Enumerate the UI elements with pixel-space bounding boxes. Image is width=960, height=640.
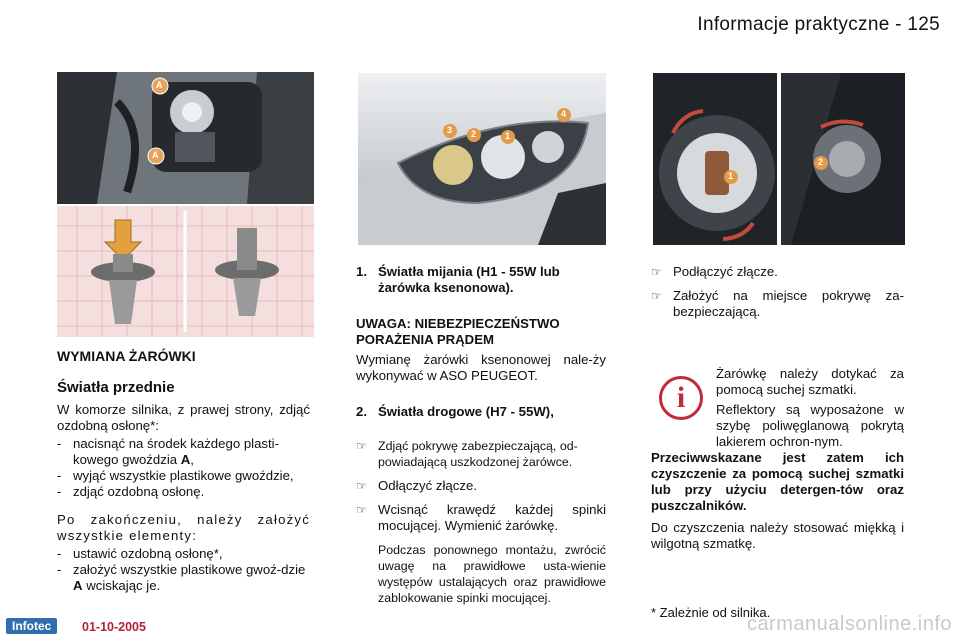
rear-cover-illustration [653, 73, 777, 245]
info-text-block-2 [651, 402, 904, 552]
pointing-hand-icon: ☞ [356, 439, 367, 453]
list-item [57, 436, 310, 468]
footnote: * Zależnie od silnika. [651, 605, 771, 620]
list-item [356, 438, 606, 470]
page-number: 125 [907, 14, 940, 35]
info-text-2-body: Reflektory są wyposażone w szybę poliwęglanową pokrytą lakierem ochron-nym. [716, 402, 904, 449]
info-icon-letter: i [676, 381, 686, 414]
pointing-hand-icon: ☞ [356, 479, 367, 493]
infotec-logo: Infotec [6, 618, 57, 634]
header-title: Informacje praktyczne [697, 14, 890, 35]
subsection-heading: Światła przednie [57, 379, 175, 396]
pointing-hand-icon: ☞ [651, 265, 662, 279]
step-text: ustawić ozdobną osłonę*, [73, 546, 223, 561]
item-high-beam [356, 404, 606, 420]
bullet-text: Zdjąć pokrywę zabezpieczającą, od-powiadającą uszkodzonej żarówce. [378, 439, 578, 469]
bullet-text: Odłączyć złącze. [378, 478, 477, 493]
bullet-text: Założyć na miejsce pokrywę za-bezpieczającą. [673, 288, 904, 319]
engine-bay-photo [57, 72, 314, 204]
list-item [651, 264, 904, 280]
removal-steps [57, 436, 310, 500]
step-text: zdjąć ozdobną osłonę. [73, 484, 205, 499]
list-item [57, 546, 310, 562]
engine-bay-illustration [57, 72, 314, 204]
item-low-beam [356, 264, 606, 296]
photo-label-3: 3 [447, 125, 453, 135]
photo-label-a-2: A [152, 150, 159, 160]
info-text-3: Do czyszczenia należy stosować miękką i wilgotną szmatkę. [651, 520, 904, 551]
rear-cap-illustration [781, 73, 905, 245]
intro-paragraph: W komorze silnika, z prawej strony, zdjąć ozdobną osłonę*: [57, 402, 310, 433]
item-text: Światła mijania (H1 - 55W lub żarówka ksenonowa). [378, 264, 560, 295]
warning-text: Wymianę żarówki ksenonowej nale-ży wykonywać w ASO PEUGEOT. [356, 352, 606, 383]
list-item [356, 502, 606, 534]
photo-label-1: 1 [728, 171, 734, 181]
info-bold-text: Przeciwwskazane jest zatem ich czyszczenie za pomocą suchej szmatki lub przy użyciu detergen-tów oraz puszczalników. [651, 450, 904, 513]
dash-marker: - [57, 546, 62, 561]
headlamp-rear-right-photo [781, 73, 905, 245]
step-bold: A [73, 578, 83, 593]
pointing-hand-icon: ☞ [356, 503, 367, 517]
left-column [57, 348, 310, 594]
step-tail: , [190, 452, 194, 467]
reassembly-paragraph: Po zakończeniu, należy założyć wszystkie elementy: [57, 512, 310, 543]
info-text-2 [651, 402, 904, 450]
page-header [697, 14, 940, 36]
header-separator: - [895, 14, 902, 35]
step-text: nacisnąć na środek każdego plasti-kowego gwoździa [73, 436, 279, 467]
photo-label-2: 2 [818, 157, 824, 167]
headlamp-illustration [358, 73, 606, 245]
bullet-text: Podłączyć złącze. [673, 264, 778, 279]
reassembly-steps [57, 546, 310, 594]
step-text: wyjąć wszystkie plastikowe gwoździe, [73, 468, 294, 483]
dash-marker: - [57, 562, 62, 577]
warning-title: UWAGA: NIEBEZPIECZEŃSTWO PORAŻENIA PRĄDEM [356, 316, 560, 347]
right-column [651, 264, 904, 320]
info-text-block [716, 366, 904, 402]
item-number: 1. [356, 264, 367, 279]
list-item [57, 562, 310, 594]
list-item [356, 478, 606, 494]
list-item [57, 484, 310, 500]
photo-label-a-1: A [156, 80, 163, 90]
photo-label-4: 4 [561, 109, 567, 119]
list-item [57, 468, 310, 484]
item-number: 2. [356, 404, 367, 419]
section-heading: WYMIANA ŻARÓWKI [57, 348, 196, 364]
dash-marker: - [57, 484, 62, 499]
step-tail: wciskając je. [82, 578, 161, 593]
headlamp-photo [358, 73, 606, 245]
item-text: Światła drogowe (H7 - 55W), [378, 404, 554, 419]
reassembly-note: Podczas ponownego montażu, zwrócić uwagę na prawidłowe usta-wienie występów ustalających oraz prawidłowe zablokowanie spinki mocującej. [378, 543, 606, 605]
dash-marker: - [57, 436, 62, 451]
step-text: założyć wszystkie plastikowe gwoź-dzie [73, 562, 306, 577]
photo-label-2: 2 [471, 129, 477, 139]
bullet-text: Wcisnąć krawędź każdej spinki mocującej. Wymienić żarówkę. [378, 502, 606, 533]
watermark: carmanualsonline.info [746, 613, 952, 635]
dash-marker: - [57, 468, 62, 483]
plastic-clip-diagram [57, 206, 314, 337]
clip-illustration [57, 206, 314, 337]
step-bold: A [180, 452, 191, 467]
pointing-hand-icon: ☞ [651, 289, 662, 303]
photo-label-1: 1 [505, 131, 511, 141]
info-text-1: Żarówkę należy dotykać za pomocą suchej szmatki. [716, 366, 904, 397]
list-item [651, 288, 904, 320]
headlamp-rear-left-photo [653, 73, 777, 245]
footer-date: 01-10-2005 [82, 620, 146, 634]
middle-column [356, 264, 606, 606]
